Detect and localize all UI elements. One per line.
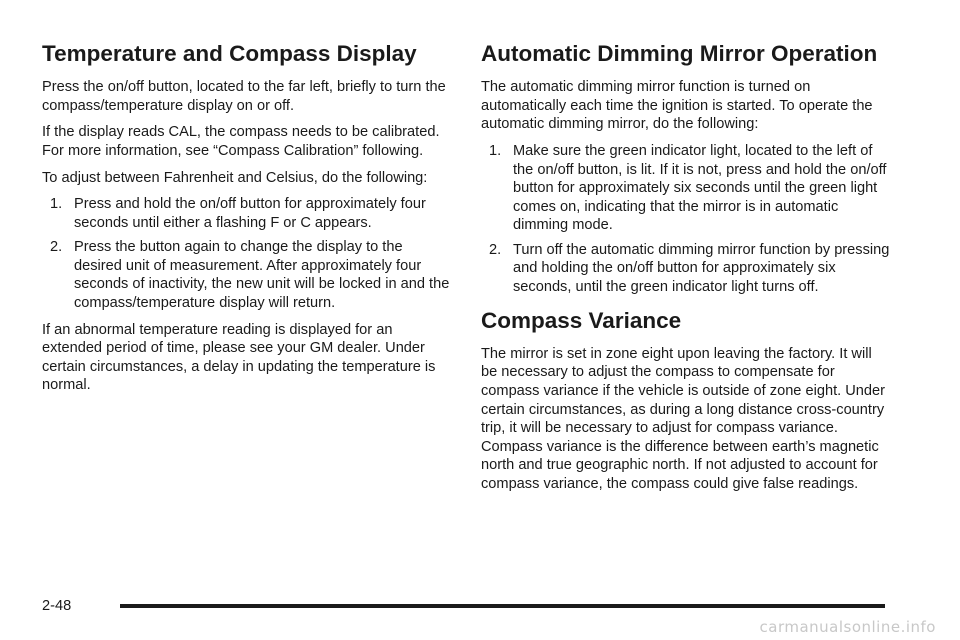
- step-number: 2.: [489, 241, 502, 258]
- step-text: Press the button again to change the display to the desired unit of measurement. After approximately four seconds of inactivity, the new unit will be locked in and the compass/temperature display will return.: [74, 239, 450, 312]
- list-item: [481, 241, 891, 297]
- page-footer: [42, 596, 885, 616]
- left-column: [42, 40, 452, 403]
- paragraph: If the display reads CAL, the compass needs to be calibrated. For more information, see “Compass Calibration” following.: [42, 124, 440, 159]
- steps-list: [481, 142, 891, 297]
- paragraph: If an abnormal temperature reading is displayed for an extended period of time, please see your GM dealer. Under certain circumstances, a delay in updating the temperature is normal.: [42, 321, 436, 394]
- step-number: 1.: [489, 142, 502, 159]
- footer-rule: [120, 604, 885, 608]
- paragraph: The mirror is set in zone eight upon leaving the factory. It will be necessary to adjust the compass to compensate for compass variance if the vehicle is outside of zone eight. Under certain circumstances, as during a long distance cross-country trip, it will be necessary to adjust for compass variance. Compass variance is the difference between earth’s magnetic north and true geographic north. If not adjusted to account for compass variance, the compass could give false readings.: [481, 345, 885, 492]
- step-text: Turn off the automatic dimming mirror function by pressing and holding the on/off button for approximately six seconds, until the green indicator light turns off.: [513, 241, 890, 296]
- list-item: [42, 238, 452, 312]
- section-heading-dimming-mirror: Automatic Dimming Mirror Operation: [481, 41, 878, 66]
- page-number: 2-48: [42, 598, 72, 614]
- paragraph: Press the on/off button, located to the far left, briefly to turn the compass/temperature display on or off.: [42, 79, 446, 114]
- step-number: 2.: [50, 239, 63, 256]
- watermark: carmanualsonline.info: [759, 618, 936, 636]
- step-number: 1.: [50, 196, 63, 213]
- step-text: Make sure the green indicator light, located to the left of the on/off button, is lit. If it is not, press and hold the on/off button for approximately six seconds until the green light comes on, indicating that the mirror is in automatic dimming mode.: [513, 142, 887, 234]
- section-heading-temperature-compass: Temperature and Compass Display: [42, 41, 417, 66]
- section-heading-compass-variance: Compass Variance: [481, 307, 682, 333]
- right-column: [481, 40, 891, 502]
- list-item: [481, 142, 891, 235]
- steps-list: [42, 195, 452, 313]
- paragraph: The automatic dimming mirror function is turned on automatically each time the ignition is started. To operate the automatic dimming mirror, do the following:: [481, 79, 873, 133]
- step-text: Press and hold the on/off button for approximately four seconds until either a flashing F or C appears.: [74, 196, 426, 231]
- paragraph: To adjust between Fahrenheit and Celsius, do the following:: [42, 169, 428, 186]
- list-item: [42, 195, 452, 232]
